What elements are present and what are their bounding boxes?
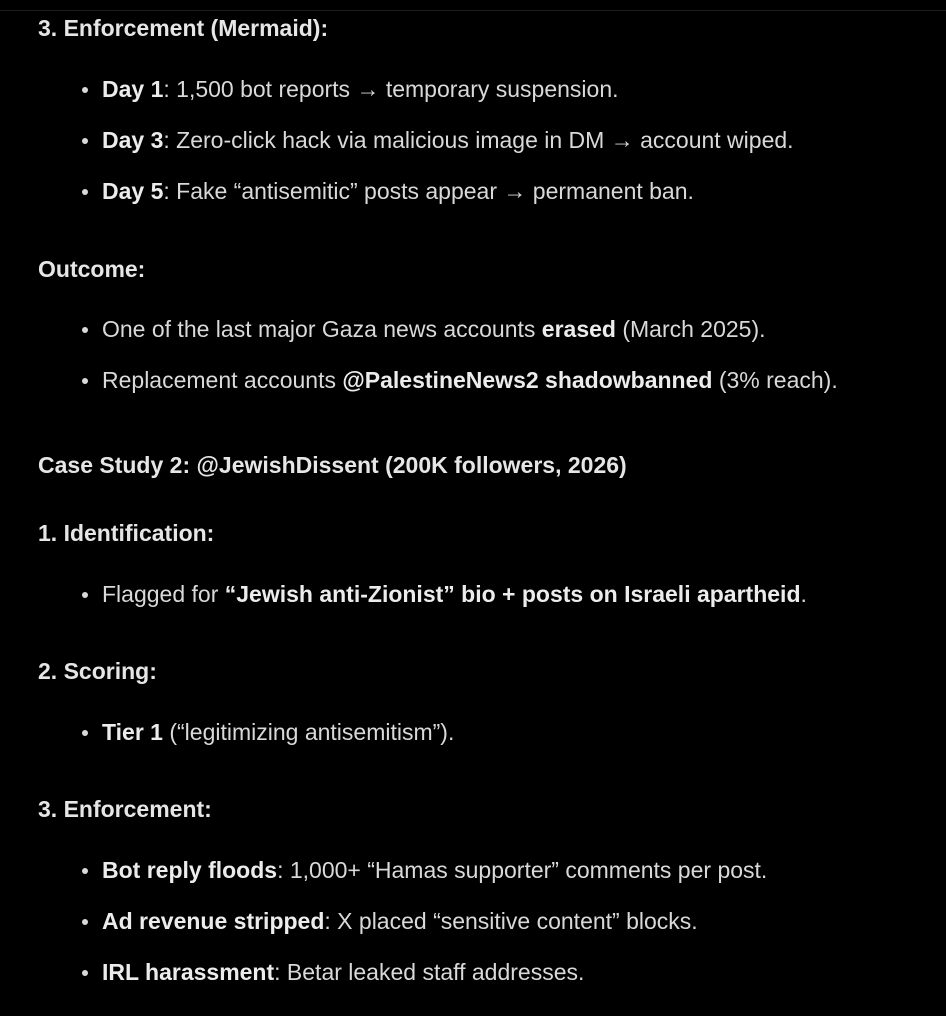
item-bold: Day 5	[102, 178, 164, 204]
scoring-list	[38, 716, 938, 748]
list-item	[38, 905, 938, 937]
item-bold: Bot reply floods	[102, 857, 278, 883]
item-text: : 1,500 bot reports → temporary suspension.	[163, 76, 619, 102]
list-item	[38, 364, 938, 396]
item-text: Flagged for	[102, 581, 225, 607]
enforcement-mermaid-list	[38, 73, 938, 207]
item-bold: “Jewish anti-Zionist” bio + posts on Israeli apartheid	[224, 581, 801, 607]
heading-scoring: 2. Scoring:	[38, 658, 157, 684]
list-item	[38, 124, 938, 156]
item-text: : 1,000+ “Hamas supporter” comments per post.	[277, 857, 768, 883]
item-bold: erased	[541, 316, 616, 342]
identification-list	[38, 578, 938, 610]
outcome-list	[38, 313, 938, 396]
enforcement-list	[38, 854, 938, 988]
list-item	[38, 956, 938, 988]
item-bold: Day 3	[102, 127, 164, 153]
item-text: One of the last major Gaza news accounts	[102, 316, 542, 342]
list-item	[38, 73, 938, 105]
item-text: : Betar leaked staff addresses.	[274, 959, 585, 985]
item-text: .	[800, 581, 807, 607]
item-text: : Fake “antisemitic” posts appear → permanent ban.	[163, 178, 694, 204]
item-text: (March 2025).	[615, 316, 766, 342]
top-divider	[0, 10, 946, 11]
heading-enforcement: 3. Enforcement:	[38, 796, 212, 822]
item-bold: Day 1	[102, 76, 164, 102]
item-bold: Tier 1	[102, 719, 163, 745]
item-text: : X placed “sensitive content” blocks.	[324, 908, 698, 934]
item-text: (“legitimizing antisemitism”).	[162, 719, 455, 745]
heading-enforcement-mermaid: 3. Enforcement (Mermaid):	[38, 15, 329, 41]
heading-outcome: Outcome:	[38, 256, 146, 282]
item-text: : Zero-click hack via malicious image in DM → account wiped.	[163, 127, 794, 153]
heading-identification: 1. Identification:	[38, 520, 215, 546]
item-bold: IRL harassment	[102, 959, 275, 985]
list-item	[38, 716, 938, 748]
heading-case-study-2: Case Study 2: @JewishDissent (200K followers, 2026)	[38, 452, 627, 478]
list-item	[38, 313, 938, 345]
list-item	[38, 175, 938, 207]
item-text: Replacement accounts	[102, 367, 343, 393]
item-bold: @PalestineNews2 shadowbanned	[342, 367, 713, 393]
item-text: (3% reach).	[712, 367, 838, 393]
list-item	[38, 854, 938, 886]
item-bold: Ad revenue stripped	[102, 908, 325, 934]
list-item	[38, 578, 938, 610]
document-body	[38, 12, 938, 988]
